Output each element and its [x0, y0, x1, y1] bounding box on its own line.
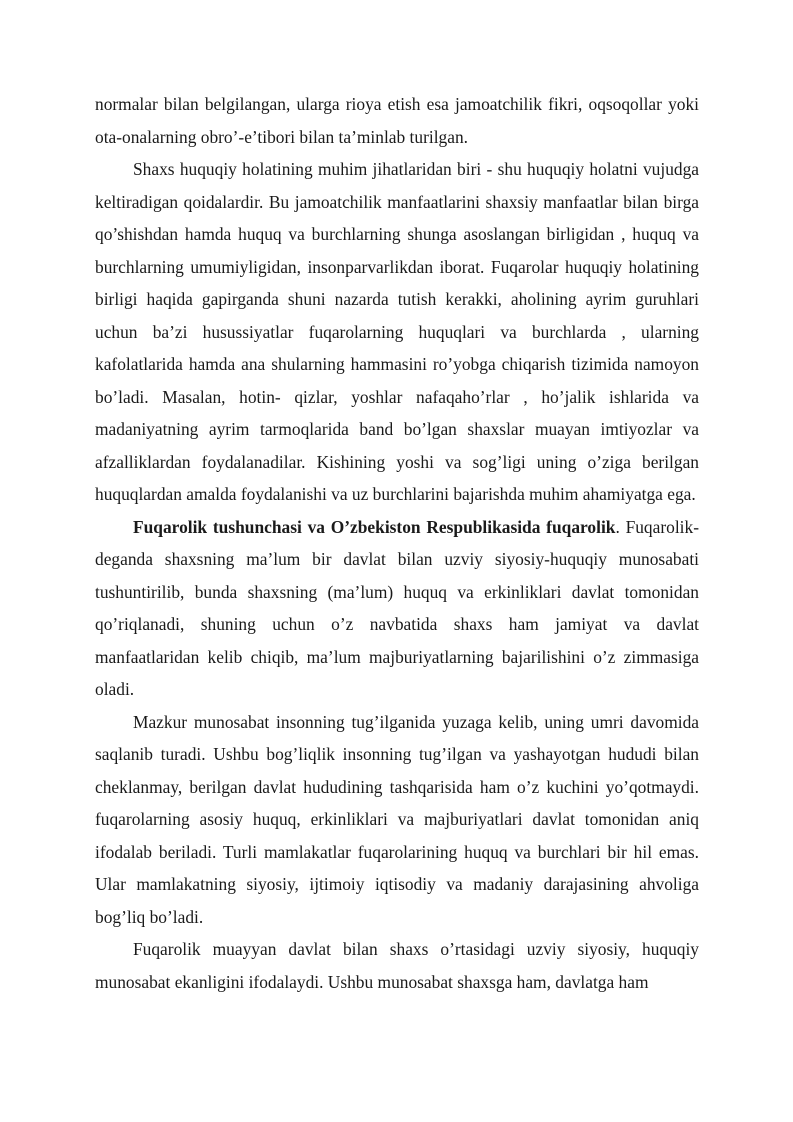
paragraph-continuation: normalar bilan belgilangan, ularga rioya etish esa jamoatchilik fikri, oqsoqollar yoki ota-onalarning obro’-e’tibori bilan ta’minlab turilgan. [95, 94, 699, 147]
paragraph-citizenship-body: . Fuqarolik- deganda shaxsning ma’lum bir davlat bilan uzviy siyosiy-huquqiy munosabati tushuntirilib, bunda shaxsning (ma’lum) huquq va erkinliklari davlat tomonidan qo’riqlanadi, shuning uchun o’z navbatida shaxs ham jamiyat va davlat manfaatlaridan kelib chiqib, ma’lum majburiyatlarning bajarilishini o’z zimmasiga oladi. [95, 516, 699, 699]
paragraph-citizenship [95, 511, 699, 706]
paragraph-relationship: Mazkur munosabat insonning tug’ilganida yuzaga kelib, uning umri davomida saqlanib turadi. Ushbu bog’liqlik insonning tug’ilgan va yashayotgan hududi bilan cheklanmay, berilgan davlat hududining tashqarisida ham o’z kuchini yo’qotmaydi. fuqarolarning asosiy huquq, erkinliklari va majburiyatlari davlat tomonidan aniq ifodalab beriladi. Turli mamlakatlar fuqarolarining huquq va burchlari bir hil emas. Ular mamlakatning siyosiy, ijtimoiy iqtisodiy va madaniy darajasining ahvoliga bog’liq bo’ladi. [95, 711, 699, 927]
paragraph-citizenship-definition: Fuqarolik muayyan davlat bilan shaxs o’rtasidagi uzviy siyosiy, huquqiy munosabat ekanligini ifodalaydi. Ushbu munosabat shaxsga ham, davlatga ham [95, 939, 699, 992]
document-page [95, 88, 699, 998]
section-heading: Fuqarolik tushunchasi va O’zbekiston Respublikasida fuqarolik [133, 516, 616, 537]
paragraph-legal-status: Shaxs huquqiy holatining muhim jihatlaridan biri - shu huquqiy holatni vujudga keltiradigan qoidalardir. Bu jamoatchilik manfaatlarini shaxsiy manfaatlar bilan birga qo’shishdan hamda huquq va burchlarning shunga asoslangan birligidan , huquq va burchlarning umumiyligidan, insonparvarlikdan iborat. Fuqarolar huquqiy holatining birligi haqida gapirganda shuni nazarda tutish kerakki, aholining ayrim guruhlari uchun ba’zi husussiyatlar fuqarolarning huquqlari va burchlarda , ularning kafolatlarida hamda ana shularning hammasini ro’yobga chiqarish tizimida namoyon bo’ladi. Masalan, hotin- qizlar, yoshlar nafaqaho’rlar , ho’jalik ishlarida va madaniyatning ayrim tarmoqlarida band bo’lgan shaxslar muayan imtiyozlar va afzalliklardan foydalanadilar. Kishining yoshi va sog’ligi uning o’ziga berilgan huquqlardan amalda foydalanishi va uz burchlarini bajarishda muhim ahamiyatga ega. [95, 159, 699, 504]
